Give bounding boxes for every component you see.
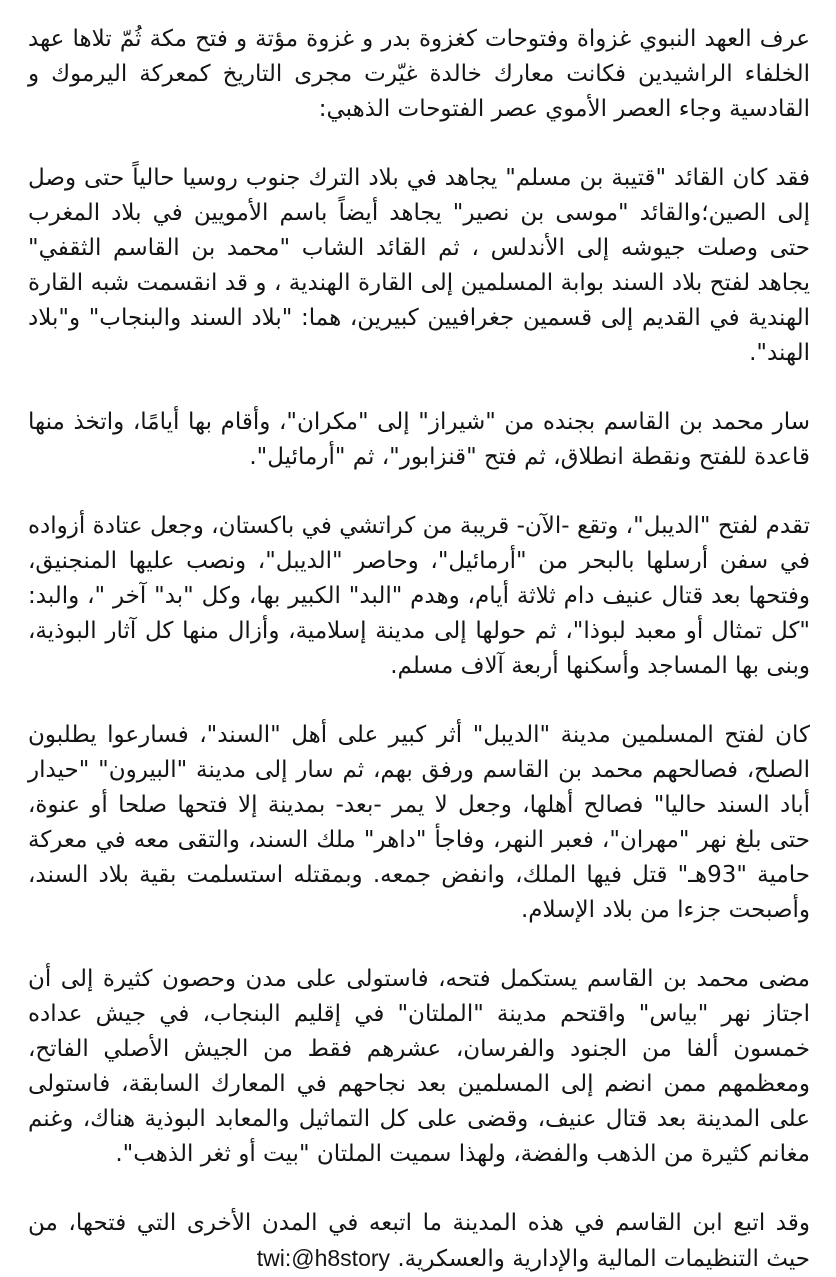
paragraph-commanders: فقد كان القائد "قتيبة بن مسلم" يجاهد في بلاد الترك جنوب روسيا حالياً حتى وصل إلى الصين؛والقائد "موسى بن نصير" يجاهد أيضاً باسم الأمويين في بلاد المغرب حتى وصلت جيوشه إلى الأندلس ، ثم القائد الشاب "محمد بن القاسم الثقفي" يجاهد لفتح بلاد السند بوابة المسلمين إلى القارة الهندية ، و قد انقسمت شبه القارة الهندية في القديم إلى قسمين جغرافيين كبيرين، هما: "بلاد السند والبنجاب" و"بلاد الهند". — [28, 165, 810, 366]
final-paragraph-text: وقد اتبع ابن القاسم في هذه المدينة ما اتبعه في المدن الأخرى التي فتحها، من حيث التنظيمات المالية والإدارية والعسكرية. — [28, 1210, 810, 1272]
twitter-signature: twi:@h8story — [256, 1245, 391, 1271]
paragraph-final — [28, 1206, 810, 1277]
paragraph-debal: تقدم لفتح "الديبل"، وتقع -الآن- قريبة من كراتشي في باكستان، وجعل عتادة أزواده في سفن أرسلها بالبحر من "أرمائيل"، وحاصر "الديبل"، ونصب عليها المنجنيق، وفتحها بعد قتال عنيف دام ثلاثة أيام، وهدم "البد" الكبير بها، وكل "بد" آخر "، والبد: "كل تمثال أو معبد لبوذا"، ثم حولها إلى مدينة إسلامية، وأزال منها كل آثار البوذية، وبنى بها المساجد وأسكنها أربعة آلاف مسلم. — [28, 513, 810, 679]
paragraph-sind: كان لفتح المسلمين مدينة "الديبل" أثر كبير على أهل "السند"، فسارعوا يطلبون الصلح، فصالحهم محمد بن القاسم ورفق بهم، ثم سار إلى مدينة "البيرون" "حيدار أباد السند حاليا" فصالح أهلها، وجعل لا يمر -بعد- بمدينة إلا فتحها صلحا أو عنوة، حتى بلغ نهر "مهران"، فعبر النهر، وفاجأ "داهر" ملك السند، والتقى معه في معركة حامية "93هـ" قتل فيها الملك، وانفض جمعه. وبمقتله استسلمت بقية بلاد السند، وأصبحت جزءا من بلاد الإسلام. — [28, 722, 810, 923]
paragraph-march: سار محمد بن القاسم بجنده من "شيراز" إلى "مكران"، وأقام بها أيامًا، واتخذ منها قاعدة للفتح ونقطة انطلاق، ثم فتح "قنزابور"، ثم "أرمائيل". — [28, 409, 810, 470]
paragraph-intro: عرف العهد النبوي غزواة وفتوحات كغزوة بدر و غزوة مؤتة و فتح مكة ثُمّ تلاها عهد الخلفاء الراشيدين فكانت معارك خالدة غيّرت مجرى التاريخ كمعركة اليرموك و القادسية وجاء العصر الأموي عصر الفتوحات الذهبي: — [28, 26, 810, 122]
paragraph-multan: مضى محمد بن القاسم يستكمل فتحه، فاستولى على مدن وحصون كثيرة إلى أن اجتاز نهر "بياس" واقتحم مدينة "الملتان" في إقليم البنجاب، في جيش عداده خمسون ألفا من الجنود والفرسان، عشرهم فقط من الجيش الأصلي الفاتح، ومعظمهم ممن انضم إلى المسلمين بعد نجاحهم في المعارك السابقة، فاستولى على المدينة بعد قتال عنيف، وقضى على كل التماثيل والمعابد البوذية هناك، وغنم مغانم كثيرة من الذهب والفضة، ولهذا سميت الملتان "بيت أو ثغر الذهب". — [28, 966, 810, 1167]
